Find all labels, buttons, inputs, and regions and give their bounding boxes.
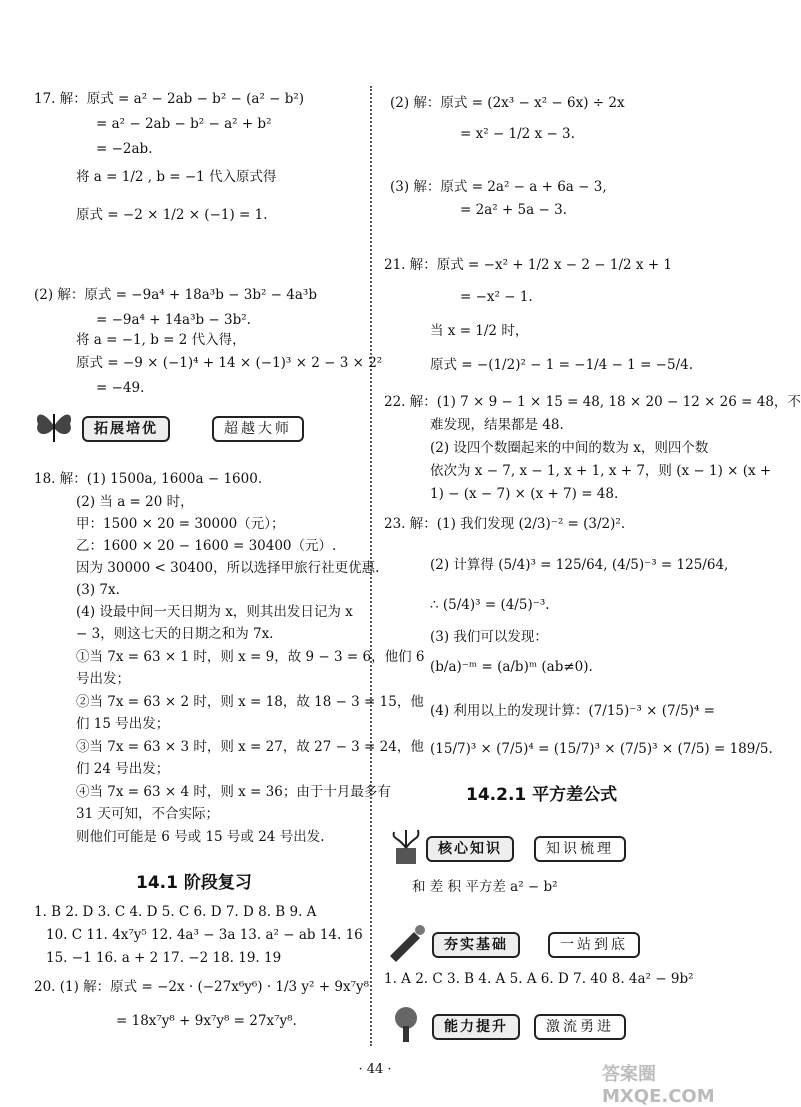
answer-line: 原式 = −9 × (−1)⁴ + 14 × (−1)³ × 2 − 3 × 2² — [76, 355, 383, 371]
answer-line: (4) 利用以上的发现计算：(7/15)⁻³ × (7/5)⁴ = — [430, 703, 715, 719]
answer-line: 号出发； — [76, 671, 130, 687]
banner-label: 能力提升 — [432, 1014, 520, 1040]
answer-line: 31 天可知，不合实际； — [76, 806, 219, 822]
answer-line: 18. 解：(1) 1500a, 1600a − 1600. — [34, 471, 263, 487]
banner-label: 拓展培优 — [82, 416, 170, 442]
answer-line: 们 24 号出发； — [76, 761, 170, 777]
answer-line: (2) 计算得 (5/4)³ = 125/64, (4/5)⁻³ = 125/64, — [430, 557, 729, 573]
answer-line: (3) 解：原式 = 2a² − a + 6a − 3, — [390, 179, 607, 195]
brush-icon — [384, 922, 428, 962]
answer-line: 15. −1 16. a + 2 17. −2 18. 19. 19 — [46, 950, 282, 966]
answer-line: (4) 设最中间一天日期为 x，则其出发日记为 x — [76, 604, 353, 620]
answer-line: (2) 设四个数圈起来的中间的数为 x，则四个数 — [430, 440, 709, 456]
ability-banner — [384, 1004, 724, 1044]
answer-line: ④当 7x = 63 × 4 时，则 x = 36；由于十月最多有 — [76, 784, 391, 800]
answer-line: 甲：1500 × 20 = 30000（元）； — [76, 516, 285, 532]
knowledge-line: 和 差 积 平方差 a² − b² — [412, 879, 558, 895]
answer-line: 20. (1) 解：原式 = −2x · (−27x⁶y⁶) · 1/3 y² + 9x⁷y⁸ — [34, 979, 370, 995]
banner-sublabel: 激流勇进 — [534, 1014, 626, 1040]
answer-line: (2) 当 a = 20 时， — [76, 494, 194, 510]
answer-line: 将 a = −1, b = 2 代入得， — [76, 332, 246, 348]
watermark: 答案圈 MXQE.COM — [602, 1064, 715, 1107]
extension-banner — [32, 406, 362, 446]
answer-line: = −x² − 1. — [460, 289, 533, 305]
answer-line: 难发现，结果都是 48. — [430, 417, 564, 433]
answer-line: 乙：1600 × 20 − 1600 = 30400（元）. — [76, 538, 337, 554]
page-number: · 44 · — [358, 1062, 392, 1077]
answer-line: = x² − 1/2 x − 3. — [460, 126, 575, 142]
answer-line: 原式 = −2 × 1/2 × (−1) = 1. — [76, 207, 268, 223]
answer-line: = −2ab. — [96, 141, 153, 157]
plant-pot-icon — [384, 826, 428, 866]
answer-line: = 2a² + 5a − 3. — [460, 202, 567, 218]
answer-line: ②当 7x = 63 × 2 时，则 x = 18，故 18 − 3 = 15，他 — [76, 694, 424, 710]
butterfly-icon — [32, 406, 76, 446]
banner-sublabel: 一站到底 — [548, 932, 640, 958]
tree-house-icon — [384, 1004, 428, 1044]
banner-label: 核心知识 — [426, 836, 514, 862]
answer-line: 17. 解：原式 = a² − 2ab − b² − (a² − b²) — [34, 91, 305, 107]
answer-line: = −9a⁴ + 14a³b − 3b². — [96, 312, 251, 328]
section-title: 14.1 阶段复习 — [136, 873, 252, 893]
banner-sublabel: 超越大师 — [212, 416, 304, 442]
answer-line: (2) 解：原式 = (2x³ − x² − 6x) ÷ 2x — [390, 95, 625, 111]
answer-line: = 18x⁷y⁸ + 9x⁷y⁸ = 27x⁷y⁸. — [116, 1013, 297, 1029]
answer-line: − 3，则这七天的日期之和为 7x. — [76, 626, 274, 642]
answer-line: = a² − 2ab − b² − a² + b² — [96, 116, 272, 132]
answer-line: (2) 解：原式 = −9a⁴ + 18a³b − 3b² − 4a³b — [34, 287, 317, 303]
answer-line: 将 a = 1/2 , b = −1 代入原式得 — [76, 169, 277, 185]
answer-line: ∴ (5/4)³ = (4/5)⁻³. — [430, 597, 550, 613]
banner-sublabel: 知识梳理 — [534, 836, 626, 862]
answer-line: 们 15 号出发； — [76, 716, 170, 732]
section-title: 14.2.1 平方差公式 — [466, 785, 618, 805]
answer-line: (b/a)⁻ᵐ = (a/b)ᵐ (ab≠0). — [430, 659, 593, 675]
foundation-banner — [384, 922, 724, 962]
core-knowledge-banner — [384, 826, 724, 866]
answer-line: 则他们可能是 6 号或 15 号或 24 号出发. — [76, 829, 325, 845]
answer-line: ①当 7x = 63 × 1 时，则 x = 9，故 9 − 3 = 6，他们 6 — [76, 649, 425, 665]
answer-line: = −49. — [96, 380, 145, 396]
answer-line: (3) 我们可以发现： — [430, 629, 548, 645]
answer-line: 原式 = −(1/2)² − 1 = −1/4 − 1 = −5/4. — [430, 357, 693, 373]
answer-line: ③当 7x = 63 × 3 时，则 x = 27，故 27 − 3 = 24，他 — [76, 739, 424, 755]
answer-line: 23. 解：(1) 我们发现 (2/3)⁻² = (3/2)². — [384, 516, 626, 532]
answer-line: 因为 30000 < 30400，所以选择甲旅行社更优惠. — [76, 560, 380, 576]
answer-line: 21. 解：原式 = −x² + 1/2 x − 2 − 1/2 x + 1 — [384, 257, 673, 273]
answers-line: 1. A 2. C 3. B 4. A 5. A 6. D 7. 40 8. 4a² − 9b² — [384, 971, 694, 987]
answer-line: 10. C 11. 4x⁷y⁵ 12. 4a³ − 3a 13. a² − ab 14. 16 — [46, 927, 363, 943]
answer-line: 1. B 2. D 3. C 4. D 5. C 6. D 7. D 8. B 9. A — [34, 904, 317, 920]
answer-line: 依次为 x − 7, x − 1, x + 1, x + 7，则 (x − 1) × (x + — [430, 463, 772, 479]
answer-line: 1) − (x − 7) × (x + 7) = 48. — [430, 486, 619, 502]
answer-line: 当 x = 1/2 时， — [430, 323, 529, 339]
answer-line: (15/7)³ × (7/5)⁴ = (15/7)³ × (7/5)³ × (7/5) = 189/5. — [430, 741, 773, 757]
answer-line: (3) 7x. — [76, 582, 120, 598]
banner-label: 夯实基础 — [432, 932, 520, 958]
answer-line: 22. 解：(1) 7 × 9 − 1 × 15 = 48, 18 × 20 − 12 × 26 = 48，不 — [384, 394, 801, 410]
